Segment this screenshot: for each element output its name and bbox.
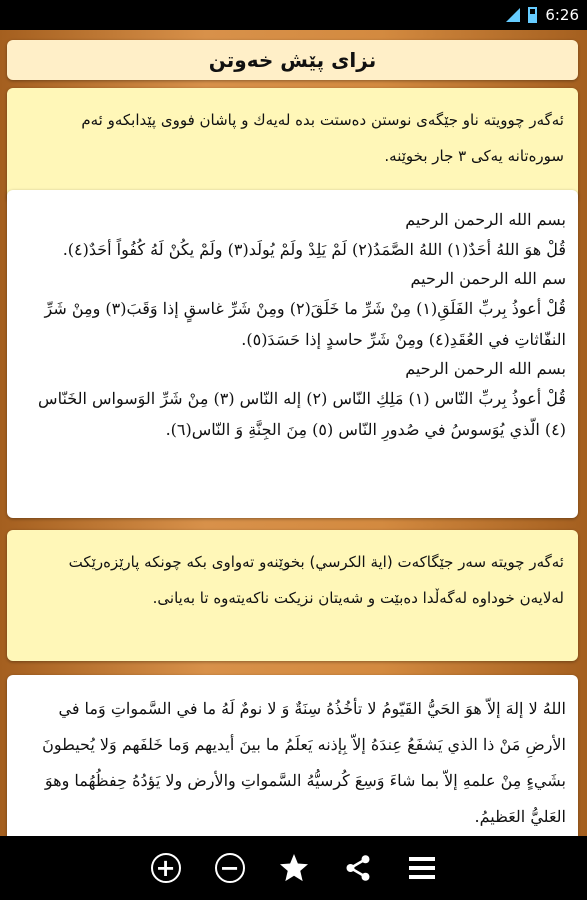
- zoom-in-button[interactable]: [149, 851, 183, 885]
- signal-icon: [506, 8, 520, 22]
- page-title: نزای پێش خەوتن: [208, 48, 377, 72]
- menu-button[interactable]: [405, 851, 439, 885]
- status-time: 6:26: [545, 6, 579, 24]
- share-icon: [343, 853, 373, 883]
- intro-card: [7, 88, 578, 202]
- share-button[interactable]: [341, 851, 375, 885]
- zoom-out-icon: −: [215, 853, 245, 883]
- status-bar: [0, 0, 587, 30]
- ayat-kursi-text: اللهُ لا إلهَ إلاّ هوَ الحَيُّ القَيّومُ لا تأخُذُهُ سِنَةٌ وَ لا نومٌ لَهُ ما في السَّمواتِ وَما في الأرضِ مَنْ ذا الذي يَشفَعُ عِندَهُ إلاّ بِإذنه يَعلَمُ ما بينَ أيديهم وَما خَلفَهم وَلا يُحيطونَ بشَيءٍ مِنْ علمهِ إلاّ بما شاءَ وَسِعَ كُرسيُّهُ السَّمواتِ والأرض ولا يَؤدُهُ حِفظُهُما وهوَ العَليُّ العَظيمُ.: [42, 699, 566, 826]
- surah-text: قُلْ أعوذُ بِربِّ النّاس (١) مَلِكِ النّاس (٢) إله النّاس (٣) مِنْ شَرِّ الوَسواس الخَنّاس (٤) الّذي يُوَسوسُ في صُدورِ النّاس (٥) مِنَ الجِنَّةِ وَ النّاس(٦).: [38, 389, 566, 439]
- surah-text: قُلْ هوَ اللهُ أحَدٌ(١) اللهُ الصَّمَدُ(٢) لَمْ يَلِدْ ولَمْ يُولَد(٣) ولَمْ يكُنْ لَهُ كُفُواً أحَدٌ(٤).: [62, 240, 566, 259]
- surah-basmala: سم الله الرحمن الرحيم: [410, 269, 566, 288]
- surah-basmala: بسم الله الرحمن الرحيم: [405, 359, 566, 378]
- intro-text: ئەگەر چوویتە ناو جێگەی نوستن دەستت بدە لەیەك و پاشان فووی پێدابکەو ئەم سورەتانە یەکی ٣ جار بخوێنە.: [81, 111, 564, 165]
- menu-icon: [409, 857, 435, 879]
- kursi-intro-card: [7, 530, 578, 661]
- kursi-intro-text: ئەگەر چویتە سەر جێگاکەت (اية الكرسي) بخوێنەو تەواوی بکە چونکە پارێزەرێکت لەلایەن خوداوە لەگەڵدا دەبێت و شەیتان نزیکت ناکەیتەوە تا بەیانی.: [68, 553, 564, 607]
- ayat-kursi-card: [7, 675, 578, 836]
- favorite-button[interactable]: [277, 851, 311, 885]
- star-icon: [278, 852, 310, 884]
- surah-basmala: بسم الله الرحمن الرحيم: [405, 210, 566, 229]
- bottom-toolbar: [0, 836, 587, 900]
- content-scroll[interactable]: [0, 30, 587, 836]
- zoom-in-icon: +: [151, 853, 181, 883]
- surahs-card: [7, 190, 578, 518]
- page-title-card: [7, 40, 578, 80]
- battery-icon: [528, 7, 537, 23]
- zoom-out-button[interactable]: [213, 851, 247, 885]
- surah-text: قُلْ أعوذُ بِربِّ الفَلَقِ(١) مِنْ شَرِّ ما خَلَقَ(٢) ومِنْ شَرِّ غاسقٍ إذا وَقَبَ(٣) ومِنْ شَرِّ النفّاثاتِ في العُقَدِ(٤) ومِنْ شَرِّ حاسدٍ إذا حَسَدَ(٥).: [44, 299, 566, 349]
